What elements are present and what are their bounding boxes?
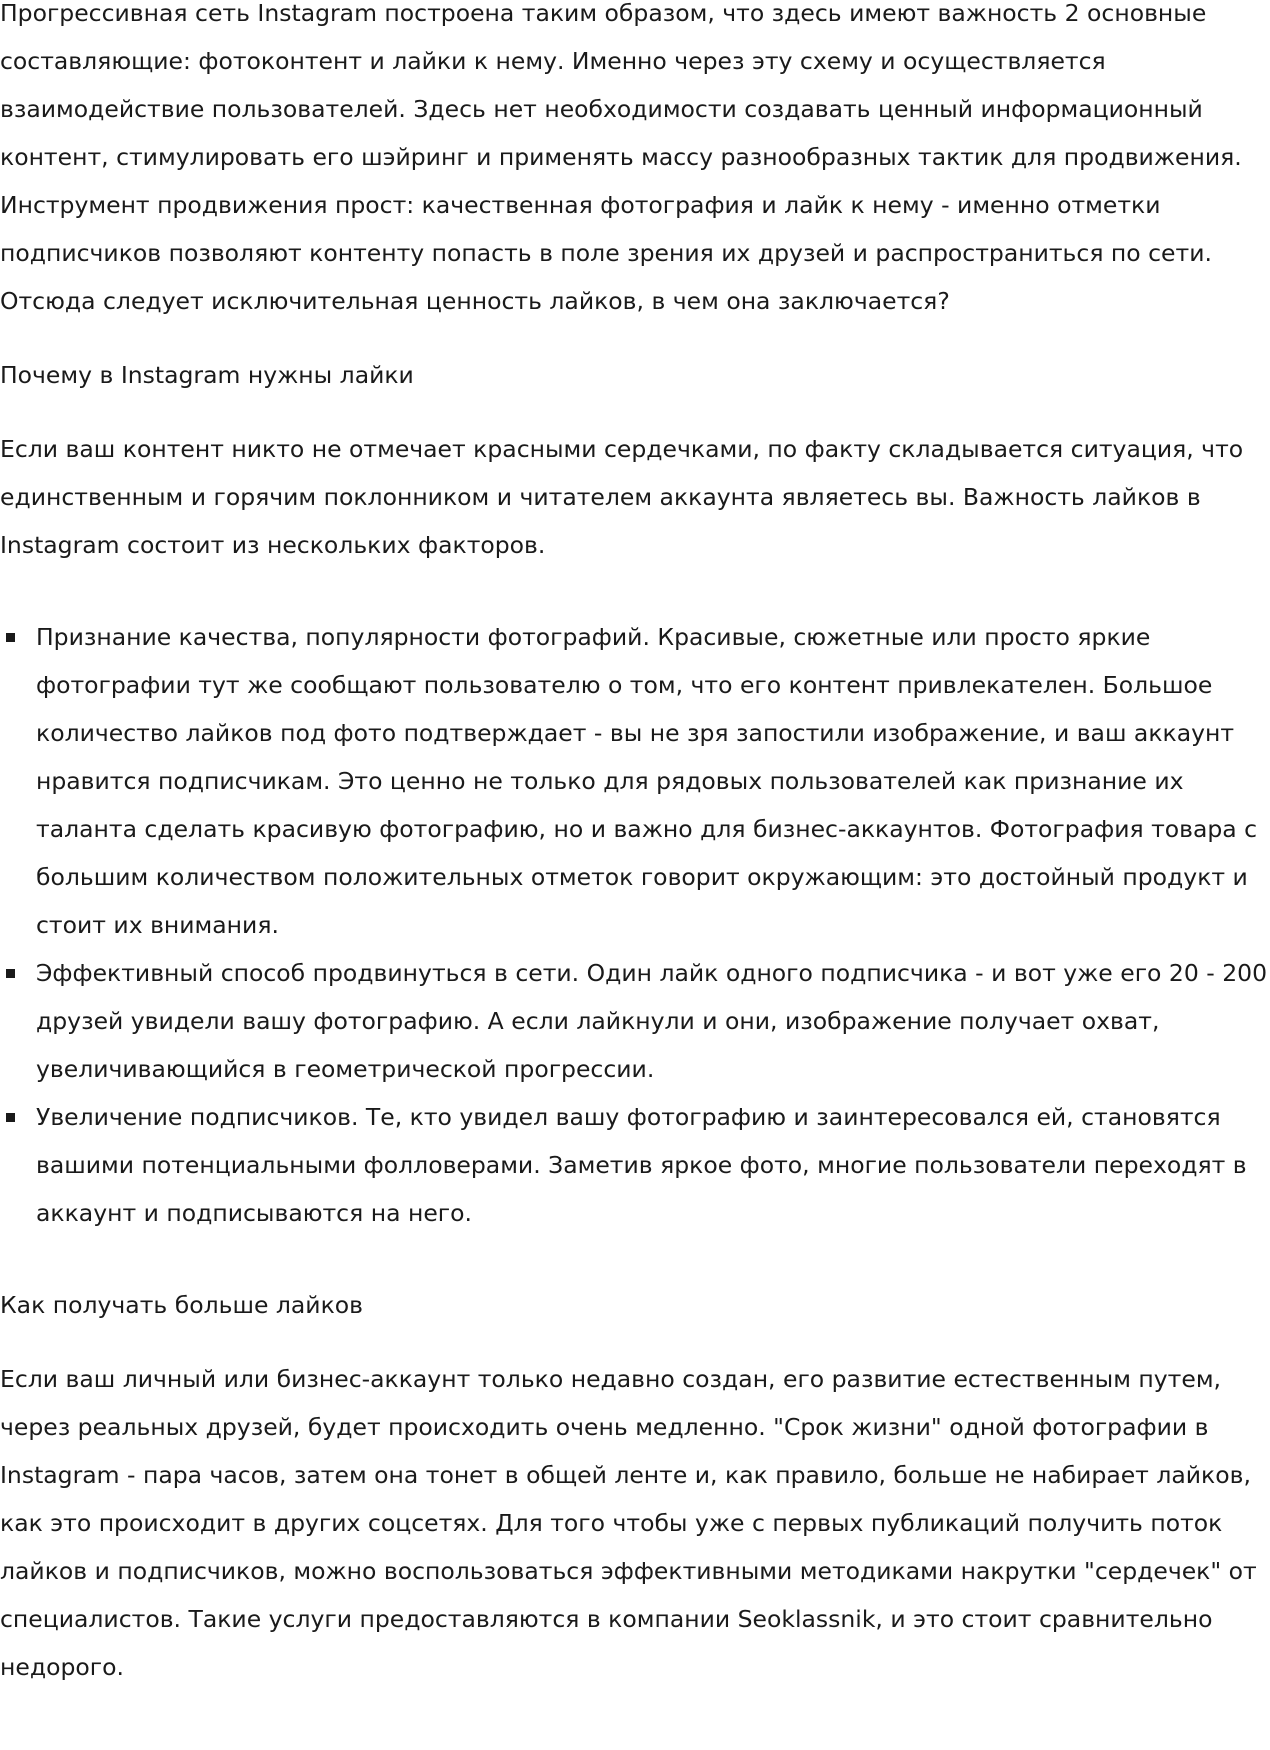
list-item (36, 613, 1270, 949)
list-item-text: Эффективный способ продвинуться в сети. Один лайк одного подписчика - и вот уже его 20 - 200 друзей увидели вашу фотографию. А если лайкнули и они, изображение получает охват, увеличивающийся в геометрической прогрессии. (36, 959, 1268, 1083)
bullet-square-icon (6, 1113, 15, 1122)
bullet-square-icon (6, 633, 15, 642)
intro-paragraph: Прогрессивная сеть Instagram построена таким образом, что здесь имеют важность 2 основные составляющие: фотоконтент и лайки к нему. Именно через эту схему и осуществляется взаимодействие пользователей. Здесь нет необходимости создавать ценный информационный контент, стимулировать его шэйринг и применять массу разнообразных тактик для продвижения. Инструмент продвижения прост: качественная фотография и лайк к нему - именно отметки подписчиков позволяют контенту попасть в поле зрения их друзей и распространиться по сети. Отсюда следует исключительная ценность лайков, в чем она заключается? (0, 0, 1242, 315)
section-heading-more-likes: Как получать больше лайков (0, 1291, 363, 1319)
section-paragraph-why-likes: Если ваш контент никто не отмечает красными сердечками, по факту складывается ситуация, что единственным и горячим поклонником и читателем аккаунта являетесь вы. Важность лайков в Instagram состоит из нескольких факторов. (0, 435, 1244, 559)
section-paragraph-more-likes: Если ваш личный или бизнес-аккаунт только недавно создан, его развитие естественным путем, через реальных друзей, будет происходить очень медленно. "Срок жизни" одной фотографии в Instagram - пара часов, затем она тонет в общей ленте и, как правило, больше не набирает лайков, как это происходит в других соцсетях. Для того чтобы уже с первых публикаций получить поток лайков и подписчиков, можно воспользоваться эффективными методиками накрутки "сердечек" от специалистов. Такие услуги предоставляются в компании Seoklassnik, и это стоит сравнительно недорого. (0, 1365, 1257, 1681)
benefits-list (0, 613, 1270, 1237)
bullet-square-icon (6, 969, 15, 978)
list-item-text: Признание качества, популярности фотографий. Красивые, сюжетные или просто яркие фотографии тут же сообщают пользователю о том, что его контент привлекателен. Большое количество лайков под фото подтверждает - вы не зря запостили изображение, и ваш аккаунт нравится подписчикам. Это ценно не только для рядовых пользователей как признание их таланта сделать красивую фотографию, но и важно для бизнес-аккаунтов. Фотография товара с большим количеством положительных отметок говорит окружающим: это достойный продукт и стоит их внимания. (36, 623, 1258, 939)
list-item (36, 949, 1270, 1093)
list-item-text: Увеличение подписчиков. Те, кто увидел вашу фотографию и заинтересовался ей, становятся вашими потенциальными фолловерами. Заметив яркое фото, многие пользователи переходят в аккаунт и подписываются на него. (36, 1103, 1247, 1227)
list-item (36, 1093, 1270, 1237)
section-heading-why-likes: Почему в Instagram нужны лайки (0, 361, 414, 389)
